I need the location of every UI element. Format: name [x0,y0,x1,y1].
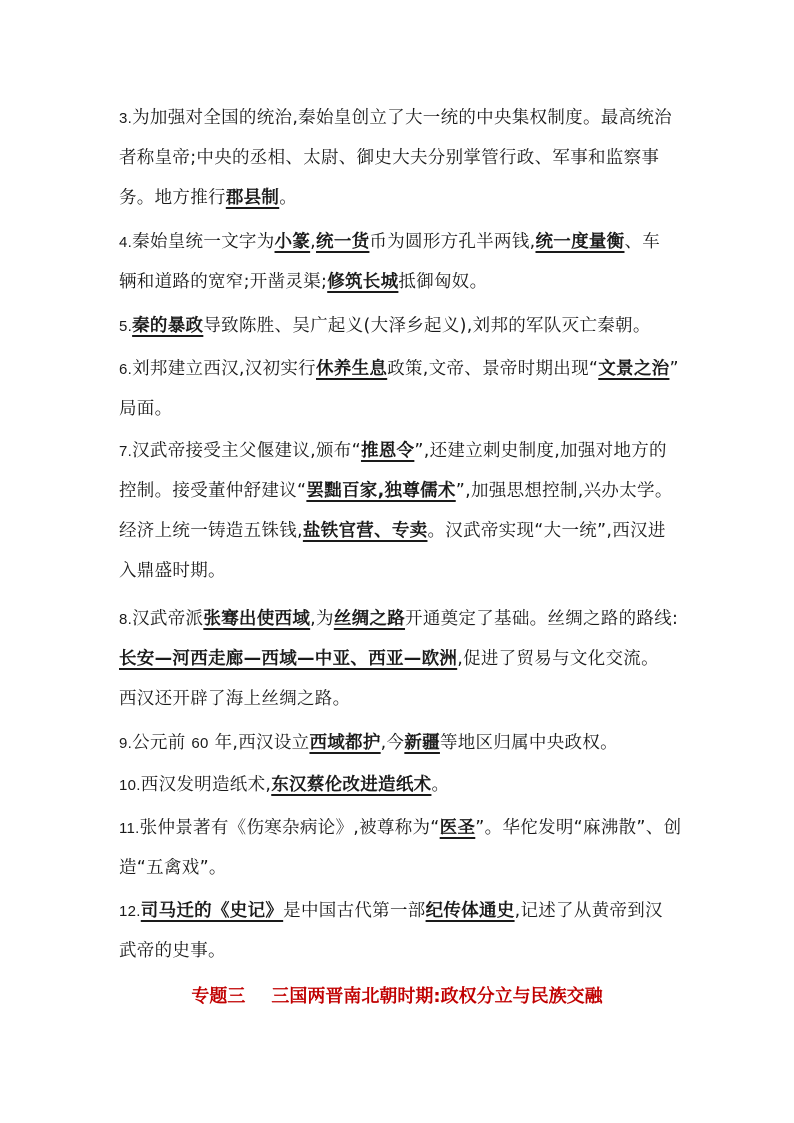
item-11 [119,808,682,888]
item-text: 。 [279,188,298,208]
item-number: 4. [119,234,133,251]
keyword: 秦的暴政 [132,316,204,336]
keyword: 张骞出使西域 [203,609,311,629]
keyword: 丝绸之路 [333,609,406,629]
item-text: 开通奠定了基础。丝绸之路的路线: [405,609,679,629]
item-text: 汉武帝派 [132,609,204,629]
item-text: ,记述了从黄帝到汉 [514,901,663,921]
item-number: 10. [119,777,141,794]
keyword: 文景之治 [598,359,670,379]
item-text: ” [669,359,679,379]
item-text: 张仲景著有《伤寒杂病论》,被尊称为“ [139,818,440,838]
item-text: , [310,232,317,252]
item-text: 刘邦建立西汉,汉初实行 [132,359,316,379]
item-text: 造“五禽戏”。 [119,858,227,878]
item-text: ”。华佗发明“麻沸散”、创 [475,818,682,838]
item-text: 入鼎盛时期。 [119,561,226,581]
item-text: ”,加强思想控制,兴办太学。 [455,481,673,501]
item-text: 等地区归属中央政权。 [439,733,618,753]
item-text: ,为 [310,609,334,629]
item-text: 年,西汉设立 [214,733,310,753]
item-number: 3. [119,110,133,127]
section-label: 专题三 [191,986,246,1007]
item-text: 武帝的史事。 [119,941,226,961]
item-text: 西汉还开辟了海上丝绸之路。 [119,689,351,709]
item-text: 。汉武帝实现“大一统”,西汉进 [427,521,666,541]
item-text: 者称皇帝;中央的丞相、太尉、御史大夫分别掌管行政、军事和监察事 [119,148,660,168]
item-number: 9. [119,735,133,752]
keyword: 东汉蔡伦改进造纸术 [271,775,432,795]
keyword: 休养生息 [316,359,388,379]
item-number: 7. [119,443,133,460]
item-number: 11. [119,820,140,837]
keyword: 修筑长城 [327,272,399,292]
item-text: ,促进了贸易与文化交流。 [457,649,659,669]
keyword: 纪传体通史 [425,901,515,921]
item-text: ,今 [380,733,405,753]
item-text: 汉武帝接受主父偃建议,颁布“ [132,441,361,461]
item-text: 抵御匈奴。 [398,272,488,292]
item-number: 6. [119,361,133,378]
item-number: 12. [119,903,141,920]
keyword: 统一货 [316,232,370,252]
item-text: 辆和道路的宽窄;开凿灵渠; [119,272,328,292]
keyword: 推恩令 [360,441,415,461]
section-title: 三国两晋南北朝时期:政权分立与民族交融 [271,986,603,1007]
keyword: 郡县制 [225,188,280,208]
item-text: 导致陈胜、吴广起义(大泽乡起义),刘邦的军队灭亡秦朝。 [203,316,651,336]
item-text: 。 [431,775,450,795]
item-text: 秦始皇统一文字为 [132,232,275,252]
year-number: 60 [191,735,209,752]
item-text: 公元前 [132,733,186,753]
item-12 [119,891,679,971]
keyword: 小篆 [274,232,311,252]
item-text: 为加强对全国的统治,秦始皇创立了大一统的中央集权制度。最高统治 [132,108,672,128]
item-number: 5. [119,318,133,335]
item-6 [119,349,679,429]
item-7 [119,431,679,591]
keyword: 统一度量衡 [535,232,625,252]
keyword: 新疆 [404,733,440,753]
item-text: 币为圆形方孔半两钱, [369,232,536,252]
item-text: 西汉发明造纸术, [140,775,272,795]
item-10 [119,765,679,805]
item-text: ”,还建立刺史制度,加强对地方的 [414,441,667,461]
item-text: 是中国古代第一部 [283,901,426,921]
item-text: 政策,文帝、景帝时期出现“ [387,359,599,379]
keyword: 司马迁的《史记》 [140,901,284,921]
item-text: 经济上统一铸造五铢钱, [119,521,303,541]
item-number: 8. [119,611,133,628]
keyword: 长安—河西走廊—西域—中亚、西亚—欧洲 [119,649,458,669]
item-text: 控制。接受董仲舒建议“ [119,481,307,501]
item-3 [119,98,679,218]
item-8 [119,599,679,719]
item-text: 局面。 [119,399,173,419]
keyword: 盐铁官营、专卖 [302,521,428,541]
item-4 [119,222,679,302]
keyword: 罢黜百家,独尊儒术 [306,481,456,501]
item-9 [119,723,679,763]
item-text: 、车 [624,232,661,252]
item-5 [119,306,679,346]
keyword: 医圣 [439,818,476,838]
section-heading [0,982,794,1012]
item-text: 务。地方推行 [119,188,226,208]
keyword: 西域都护 [309,733,381,753]
